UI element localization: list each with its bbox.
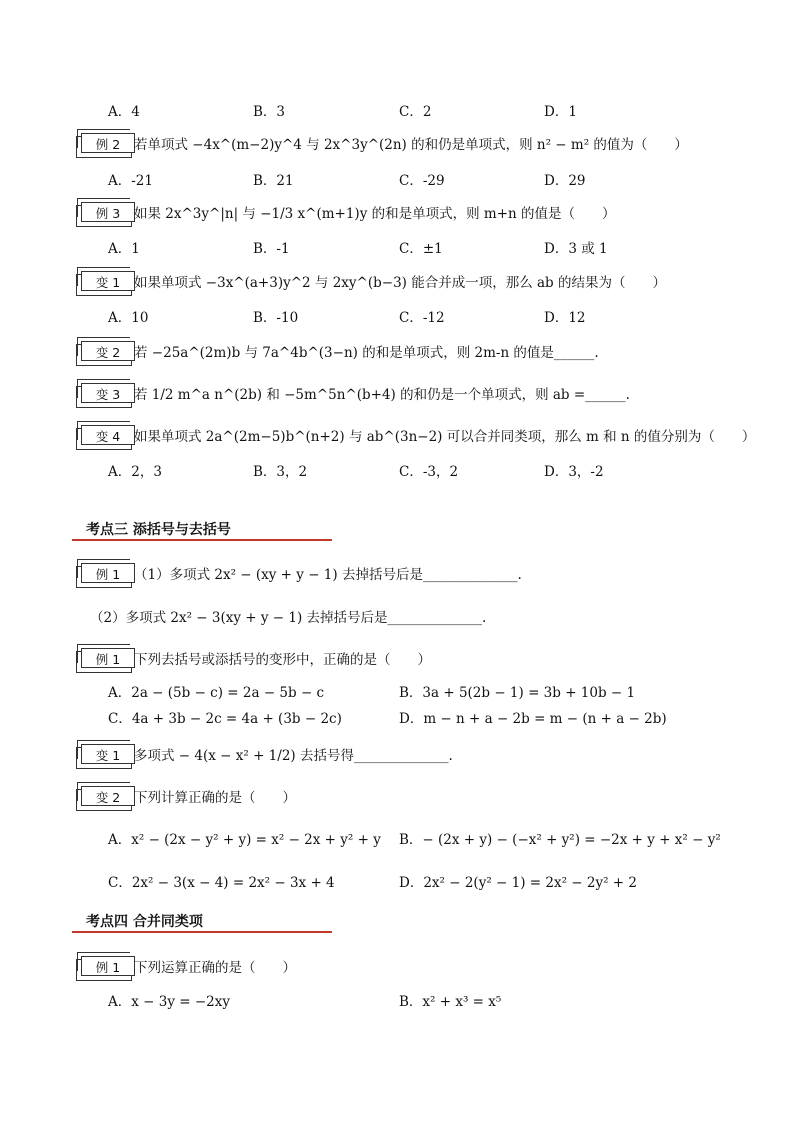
variant-tag: 变 2 xyxy=(81,341,135,361)
question-text: 若单项式 −4x^(m−2)y^4 与 2x^3y^(2n) 的和仍是单项式，则 n² − m² 的值为（ ） xyxy=(134,137,688,153)
question-text: 下列去括号或添括号的变形中，正确的是（ ） xyxy=(134,652,431,668)
section-title: 考点三 添括号与去括号 xyxy=(86,522,231,538)
option-d: D．3 或 1 xyxy=(544,241,608,257)
example-tag: 例 3 xyxy=(81,202,135,222)
option-d: D．1 xyxy=(544,104,577,120)
option-b: B．− (2x + y) − (−x² + y²) = −2x + y + x² − y² xyxy=(399,832,721,848)
option-b: B．3a + 5(2b − 1) = 3b + 10b − 1 xyxy=(399,685,636,701)
section-title: 考点四 合并同类项 xyxy=(86,914,203,930)
question-text: 如果单项式 2a^(2m−5)b^(n+2) 与 ab^(3n−2) 可以合并同类项，那么 m 和 n 的值分别为（ ） xyxy=(134,429,756,445)
option-b: B．3 xyxy=(253,104,286,120)
option-a: A．-21 xyxy=(108,173,153,189)
example-tag: 例 2 xyxy=(81,133,135,153)
question-text: 如果 2x^3y^|n| 与 −1/3 x^(m+1)y 的和是单项式，则 m+n 的值是（ ） xyxy=(134,206,616,222)
option-a: A．x − 3y = −2xy xyxy=(108,994,231,1010)
question-text: 下列运算正确的是（ ） xyxy=(134,960,296,976)
variant-tag: 变 4 xyxy=(81,425,135,445)
example-tag: 例 1 xyxy=(81,956,135,976)
option-c: C．4a + 3b − 2c = 4a + (3b − 2c) xyxy=(108,711,342,727)
option-c: C．-3，2 xyxy=(399,464,459,480)
option-d: D．3，-2 xyxy=(544,464,604,480)
example-tag: 例 1 xyxy=(81,563,135,583)
question-text: （2）多项式 2x² − 3(xy + y − 1) 去掉括号后是______________. xyxy=(90,610,487,626)
option-a: A．4 xyxy=(108,104,140,120)
question-text: 下列计算正确的是（ ） xyxy=(134,790,296,806)
option-b: B．-10 xyxy=(253,310,299,326)
variant-tag: 变 1 xyxy=(81,744,135,764)
question-text: 若 −25a^(2m)b 与 7a^4b^(3−n) 的和是单项式，则 2m-n 的值是______. xyxy=(134,345,599,361)
option-c: C．2 xyxy=(399,104,432,120)
variant-tag: 变 3 xyxy=(81,383,135,403)
option-a: A．2，3 xyxy=(108,464,162,480)
question-text: 若 1/2 m^a n^(2b) 和 −5m^5n^(b+4) 的和仍是一个单项式，则 ab =______. xyxy=(134,387,630,403)
option-c: C．2x² − 3(x − 4) = 2x² − 3x + 4 xyxy=(108,875,335,891)
option-b: B．x² + x³ = x⁵ xyxy=(399,994,502,1010)
section-divider xyxy=(72,539,332,541)
variant-tag: 变 1 xyxy=(81,271,135,291)
question-text: 多项式 − 4(x − x² + 1/2) 去括号得______________. xyxy=(134,748,453,764)
option-a: A．10 xyxy=(108,310,149,326)
option-a: A．2a − (5b − c) = 2a − 5b − c xyxy=(108,685,325,701)
option-b: B．-1 xyxy=(253,241,290,257)
option-b: B．3，2 xyxy=(253,464,308,480)
question-text: 如果单项式 −3x^(a+3)y^2 与 2xy^(b−3) 能合并成一项，那么 ab 的结果为（ ） xyxy=(134,275,666,291)
variant-tag: 变 2 xyxy=(81,786,135,806)
option-b: B．21 xyxy=(253,173,294,189)
option-d: D．12 xyxy=(544,310,586,326)
option-c: C．-29 xyxy=(399,173,445,189)
option-c: C．-12 xyxy=(399,310,445,326)
example-tag: 例 1 xyxy=(81,648,135,668)
option-c: C．±1 xyxy=(399,241,443,257)
option-a: A．1 xyxy=(108,241,140,257)
option-d: D．m − n + a − 2b = m − (n + a − 2b) xyxy=(399,711,667,727)
section-divider xyxy=(72,931,332,933)
option-a: A．x² − (2x − y² + y) = x² − 2x + y² + y xyxy=(108,832,381,848)
question-text: （1）多项式 2x² − (xy + y − 1) 去掉括号后是______________. xyxy=(134,567,522,583)
option-d: D．2x² − 2(y² − 1) = 2x² − 2y² + 2 xyxy=(399,875,637,891)
option-d: D．29 xyxy=(544,173,586,189)
